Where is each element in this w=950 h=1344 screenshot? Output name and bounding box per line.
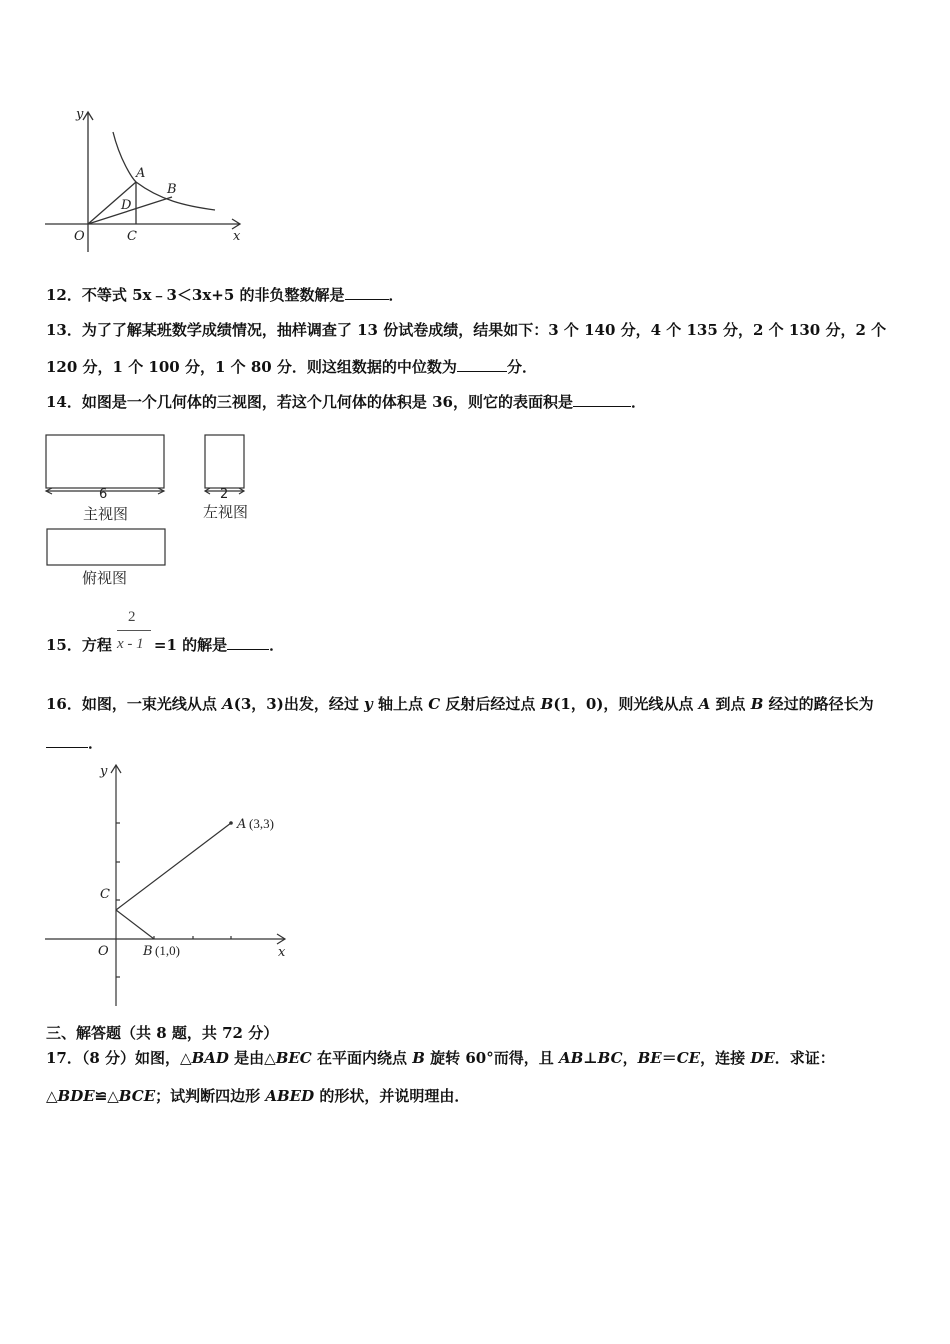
q17-b: B bbox=[412, 1049, 425, 1067]
fig11-y-label: y bbox=[76, 107, 84, 122]
q17-s4: 旋转 60°而得，且 bbox=[424, 1049, 559, 1067]
left-dim-value: 2 bbox=[220, 487, 229, 502]
fig11-a-label: A bbox=[136, 166, 146, 181]
fig16-c-label: C bbox=[100, 887, 110, 902]
q17-perp: ⊥ bbox=[583, 1049, 598, 1067]
q16-s4: 反射后经过点 bbox=[440, 695, 541, 713]
fig11-c-label: C bbox=[127, 229, 137, 244]
q17-bad: BAD bbox=[191, 1049, 229, 1067]
q17-cong: ≌ bbox=[94, 1087, 108, 1105]
q13-line2a: 120 分，1 个 100 分，1 个 80 分．则这组数据的中位数为 bbox=[46, 358, 457, 376]
q14-text: 如图是一个几何体的三视图，若这个几何体的体积是 36，则它的表面积是 bbox=[81, 393, 573, 411]
question-15 bbox=[46, 635, 284, 655]
q16-y: y bbox=[364, 695, 373, 713]
q17-line2c: ；试判断四边形 bbox=[155, 1087, 266, 1105]
q17-ab: AB bbox=[558, 1049, 584, 1067]
q13-line2b: 分． bbox=[506, 358, 537, 376]
left-view-caption: 左视图 bbox=[203, 503, 249, 521]
question-13-line2 bbox=[46, 357, 537, 377]
q16-s1: 如图，一束光线从点 bbox=[81, 695, 223, 713]
q16-number: 16． bbox=[46, 695, 82, 713]
fig16-a-coord: (3,3) bbox=[249, 816, 274, 831]
ray-C-to-B bbox=[116, 910, 154, 939]
q17-bec: BEC bbox=[275, 1049, 312, 1067]
q15-fraction-bar bbox=[117, 630, 151, 631]
q16-point-c: C bbox=[428, 695, 441, 713]
front-view-rect bbox=[46, 435, 164, 488]
q16-s5: (1，0)，则光线从点 bbox=[553, 695, 699, 713]
top-view-caption: 俯视图 bbox=[82, 569, 128, 587]
q15-number: 15． bbox=[46, 636, 82, 654]
fig11-o-label: O bbox=[74, 229, 85, 244]
q12-text: 不等式 5x﹣3＜3x+5 的非负整数解是 bbox=[81, 286, 345, 304]
q12-end: ． bbox=[388, 286, 404, 304]
question-16-line2 bbox=[46, 733, 103, 753]
front-dim-value: 6 bbox=[99, 487, 108, 502]
q17-s6: ，连接 bbox=[700, 1049, 751, 1067]
question-14 bbox=[46, 392, 646, 412]
q17-de: DE bbox=[750, 1049, 775, 1067]
q12-number: 12． bbox=[46, 286, 82, 304]
q17-abed: ABED bbox=[265, 1087, 315, 1105]
q13-number: 13． bbox=[46, 321, 82, 339]
q15-denominator: x - 1 bbox=[117, 636, 144, 652]
q17-number: 17． bbox=[46, 1049, 82, 1067]
q15-text-b: =1 的解是 bbox=[153, 636, 228, 654]
question-12 bbox=[46, 285, 404, 305]
q15-numerator: 2 bbox=[128, 609, 136, 625]
q17-s3: 在平面内绕点 bbox=[311, 1049, 413, 1067]
q17-bce: BCE bbox=[118, 1087, 156, 1105]
fig16-x-label: x bbox=[278, 945, 286, 960]
q16-point-b: B bbox=[540, 695, 554, 713]
fig11-d-label: D bbox=[121, 198, 132, 213]
q13-line1: 为了了解某班数学成绩情况，抽样调查了 13 份试卷成绩，结果如下：3 个 140 分，4 个 135 分，2 个 130 分，2 个 bbox=[81, 321, 887, 339]
left-view-rect bbox=[205, 435, 244, 488]
q17-bc: BC bbox=[597, 1049, 623, 1067]
question-17 bbox=[46, 1048, 835, 1068]
fig16-y-label: y bbox=[100, 764, 108, 779]
q16-s6: 到点 bbox=[710, 695, 751, 713]
q17-s5: ， bbox=[622, 1049, 638, 1067]
q17-s2: 是由△ bbox=[228, 1049, 276, 1067]
q16-point-a: A bbox=[222, 695, 234, 713]
top-view-rect bbox=[47, 529, 165, 565]
section-3-title: 三、解答题（共 8 题，共 72 分） bbox=[46, 1024, 279, 1042]
q15-text-a: 方程 bbox=[81, 636, 112, 654]
front-view-caption: 主视图 bbox=[83, 505, 129, 523]
q17-line2b: △ bbox=[107, 1087, 119, 1105]
q16-end: ． bbox=[88, 734, 104, 752]
question-17-line2 bbox=[46, 1086, 469, 1106]
q14-end: ． bbox=[630, 393, 646, 411]
q15-answer-blank[interactable] bbox=[227, 635, 269, 650]
q17-score: （8 分） bbox=[81, 1049, 136, 1067]
fig16-o-label: O bbox=[98, 944, 109, 959]
q16-point-a2: A bbox=[698, 695, 711, 713]
q14-number: 14． bbox=[46, 393, 82, 411]
q16-point-b2: B bbox=[750, 695, 764, 713]
fig16-a-label: A bbox=[237, 817, 247, 832]
fig11-b-label: B bbox=[167, 182, 177, 197]
q14-answer-blank[interactable] bbox=[573, 392, 631, 407]
question-13-line1 bbox=[46, 320, 886, 340]
q16-s7: 经过的路径长为 bbox=[763, 695, 874, 713]
figure-hyperbola bbox=[40, 100, 250, 260]
q16-answer-blank[interactable] bbox=[46, 733, 88, 748]
ray-A-to-C bbox=[116, 823, 231, 910]
q17-be: BE bbox=[637, 1049, 662, 1067]
q12-answer-blank[interactable] bbox=[345, 285, 389, 300]
q17-ce: CE bbox=[676, 1049, 701, 1067]
q17-s1: 如图，△ bbox=[135, 1049, 192, 1067]
q17-line2a: △ bbox=[46, 1087, 58, 1105]
point-a-dot bbox=[229, 821, 233, 825]
figure-light-reflection bbox=[40, 758, 300, 1010]
q17-bde: BDE bbox=[57, 1087, 95, 1105]
q16-s3: 轴上点 bbox=[372, 695, 429, 713]
q13-answer-blank[interactable] bbox=[457, 357, 507, 372]
question-16 bbox=[46, 694, 874, 714]
fig16-b-coord: (1,0) bbox=[155, 943, 180, 958]
fig16-b-label: B bbox=[143, 944, 153, 959]
fig11-x-label: x bbox=[233, 229, 241, 244]
q17-line2d: 的形状，并说明理由． bbox=[314, 1087, 470, 1105]
q16-s2: (3，3)出发，经过 bbox=[233, 695, 365, 713]
q15-end: ． bbox=[269, 636, 285, 654]
q17-s7: ．求证： bbox=[774, 1049, 835, 1067]
q17-eq: ＝ bbox=[661, 1049, 677, 1067]
